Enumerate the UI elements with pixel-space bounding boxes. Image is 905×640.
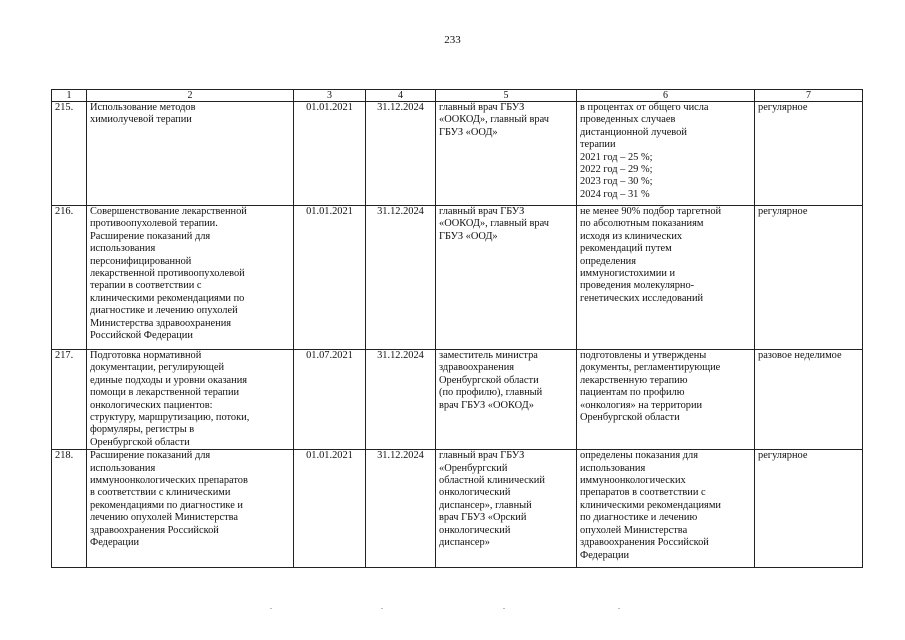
cell-line: исходя из клинических bbox=[580, 230, 683, 242]
cell-line: подготовлены и утверждены bbox=[580, 350, 707, 361]
cell-line: Оренбургской области bbox=[439, 374, 539, 386]
cell-line: онкологический bbox=[439, 487, 511, 499]
cell-line: главный врач ГБУЗ bbox=[439, 450, 525, 462]
cell-line: Министерства здравоохранения bbox=[90, 317, 232, 329]
start-date: 01.01.2021 bbox=[294, 450, 366, 568]
cell-line: использования bbox=[580, 462, 646, 474]
end-date: 31.12.2024 bbox=[366, 350, 436, 450]
cell-line: в соответствии с клиническими bbox=[90, 487, 231, 499]
cell-line: «Оренбургский bbox=[439, 462, 508, 474]
activity-name bbox=[87, 450, 294, 568]
cell-line: структуру, маршрутизацию, потоки, bbox=[90, 412, 250, 424]
cell-line: формуляры, регистры в bbox=[90, 424, 195, 436]
column-header: 7 bbox=[755, 90, 863, 102]
row-number: 217. bbox=[52, 350, 87, 450]
activity-name bbox=[87, 350, 294, 450]
cell-line: лекарственную терапию bbox=[580, 374, 688, 386]
cell-line: дистанционной лучевой bbox=[580, 126, 687, 138]
table-row bbox=[52, 206, 863, 350]
cell-line: клиническими рекомендациями bbox=[580, 499, 721, 511]
cell-line: иммуноонкологических bbox=[580, 475, 686, 487]
column-header: 2 bbox=[87, 90, 294, 102]
cell-line: «ООКОД», главный врач bbox=[439, 114, 549, 126]
responsible-person bbox=[436, 450, 577, 568]
cell-line: единые подходы и уровни оказания bbox=[90, 374, 248, 386]
cell-line: пациентам по профилю bbox=[580, 387, 685, 399]
row-number: 218. bbox=[52, 450, 87, 568]
cell-line: определены показания для bbox=[580, 450, 698, 462]
cell-line: терапии в соответствии с bbox=[90, 280, 202, 292]
cell-line: 2024 год – 31 % bbox=[580, 188, 650, 200]
cell-line: не менее 90% подбор таргетной bbox=[580, 206, 722, 217]
cell-line: главный врач ГБУЗ bbox=[439, 206, 525, 217]
cell-line: рекомендаций путем bbox=[580, 243, 672, 255]
cell-line: (по профилю), главный bbox=[439, 387, 543, 399]
cell-line: лекарственной противоопухолевой bbox=[90, 268, 245, 280]
cell-line: Совершенствование лекарственной bbox=[90, 206, 247, 217]
result-indicator bbox=[577, 206, 755, 350]
cell-line: терапии bbox=[580, 139, 616, 151]
end-date: 31.12.2024 bbox=[366, 102, 436, 206]
cell-line: использования bbox=[90, 462, 156, 474]
cell-line: Российской Федерации bbox=[90, 330, 193, 342]
result-indicator bbox=[577, 350, 755, 450]
cell-line: ГБУЗ «ООД» bbox=[439, 126, 498, 138]
cell-line: Расширение показаний для bbox=[90, 230, 211, 242]
cell-line: Федерации bbox=[580, 549, 630, 561]
cell-line: «онкология» на территории bbox=[580, 399, 703, 411]
start-date: 01.07.2021 bbox=[294, 350, 366, 450]
cell-line: 2021 год – 25 %; bbox=[580, 151, 653, 163]
activities-table bbox=[51, 89, 863, 568]
cell-line: Оренбургской области bbox=[580, 412, 680, 424]
column-header: 5 bbox=[436, 90, 577, 102]
cell-line: Оренбургской области bbox=[90, 436, 190, 448]
activity-type: регулярное bbox=[755, 450, 863, 568]
cell-line: документы, регламентирующие bbox=[580, 362, 721, 374]
result-indicator bbox=[577, 450, 755, 568]
cell-line: заместитель министра bbox=[439, 350, 538, 361]
cell-line: здравоохранения Российской bbox=[580, 537, 709, 549]
column-header: 4 bbox=[366, 90, 436, 102]
cell-line: диагностике и лечению опухолей bbox=[90, 305, 238, 317]
end-date: 31.12.2024 bbox=[366, 206, 436, 350]
cell-line: Федерации bbox=[90, 537, 140, 549]
table-row bbox=[52, 450, 863, 568]
page-number: 233 bbox=[444, 34, 461, 46]
cell-line: 2022 год – 29 %; bbox=[580, 164, 653, 176]
cell-line: главный врач ГБУЗ bbox=[439, 102, 525, 113]
cell-line: иммуногистохимии и bbox=[580, 268, 676, 280]
activity-name bbox=[87, 102, 294, 206]
responsible-person bbox=[436, 350, 577, 450]
cell-line: врач ГБУЗ «Орский bbox=[439, 512, 527, 524]
scan-dot bbox=[381, 608, 383, 609]
row-number: 216. bbox=[52, 206, 87, 350]
cell-line: здравоохранения bbox=[439, 362, 515, 374]
table-row bbox=[52, 350, 863, 450]
cell-line: по абсолютным показаниям bbox=[580, 218, 704, 230]
activity-type: регулярное bbox=[755, 206, 863, 350]
cell-line: Подготовка нормативной bbox=[90, 350, 202, 361]
activity-type: регулярное bbox=[755, 102, 863, 206]
cell-line: «ООКОД», главный врач bbox=[439, 218, 549, 230]
cell-line: здравоохранения Российской bbox=[90, 524, 219, 536]
cell-line: диспансер» bbox=[439, 537, 490, 549]
cell-line: онкологических пациентов: bbox=[90, 399, 213, 411]
activity-type: разовое неделимое bbox=[755, 350, 863, 450]
end-date: 31.12.2024 bbox=[366, 450, 436, 568]
cell-line: определения bbox=[580, 255, 637, 267]
cell-line: лечению опухолей Министерства bbox=[90, 512, 239, 524]
column-header: 1 bbox=[52, 90, 87, 102]
cell-line: Расширение показаний для bbox=[90, 450, 211, 462]
cell-line: использования bbox=[90, 243, 156, 255]
cell-line: препаратов в соответствии с bbox=[580, 487, 706, 499]
cell-line: клиническими рекомендациями по bbox=[90, 292, 245, 304]
cell-line: генетических исследований bbox=[580, 292, 704, 304]
cell-line: врач ГБУЗ «ООКОД» bbox=[439, 399, 534, 411]
cell-line: химиолучевой терапии bbox=[90, 114, 192, 126]
cell-line: иммуноонкологических препаратов bbox=[90, 475, 248, 487]
cell-line: Использование методов bbox=[90, 102, 196, 113]
responsible-person bbox=[436, 102, 577, 206]
cell-line: персонифицированной bbox=[90, 255, 192, 267]
cell-line: опухолей Министерства bbox=[580, 524, 688, 536]
cell-line: онкологический bbox=[439, 524, 511, 536]
cell-line: проведения молекулярно- bbox=[580, 280, 695, 292]
row-number: 215. bbox=[52, 102, 87, 206]
table-body bbox=[52, 102, 863, 568]
scan-artifacts bbox=[0, 608, 905, 612]
scan-dot bbox=[270, 608, 272, 609]
cell-line: противоопухолевой терапии. bbox=[90, 218, 218, 230]
cell-line: проведенных случаев bbox=[580, 114, 676, 126]
cell-line: в процентах от общего числа bbox=[580, 102, 709, 113]
cell-line: по диагностике и лечению bbox=[580, 512, 698, 524]
cell-line: ГБУЗ «ООД» bbox=[439, 230, 498, 242]
cell-line: рекомендациями по диагностике и bbox=[90, 499, 243, 511]
cell-line: диспансер», главный bbox=[439, 499, 532, 511]
start-date: 01.01.2021 bbox=[294, 206, 366, 350]
scan-dot bbox=[618, 608, 620, 609]
result-indicator bbox=[577, 102, 755, 206]
cell-line: документации, регулирующей bbox=[90, 362, 225, 374]
scan-dot bbox=[503, 608, 505, 609]
cell-line: помощи в лекарственной терапии bbox=[90, 387, 240, 399]
column-header: 3 bbox=[294, 90, 366, 102]
cell-line: областной клинический bbox=[439, 475, 545, 487]
column-header: 6 bbox=[577, 90, 755, 102]
header-row bbox=[52, 90, 863, 102]
responsible-person bbox=[436, 206, 577, 350]
activity-name bbox=[87, 206, 294, 350]
start-date: 01.01.2021 bbox=[294, 102, 366, 206]
table-row bbox=[52, 102, 863, 206]
cell-line: 2023 год – 30 %; bbox=[580, 176, 653, 188]
